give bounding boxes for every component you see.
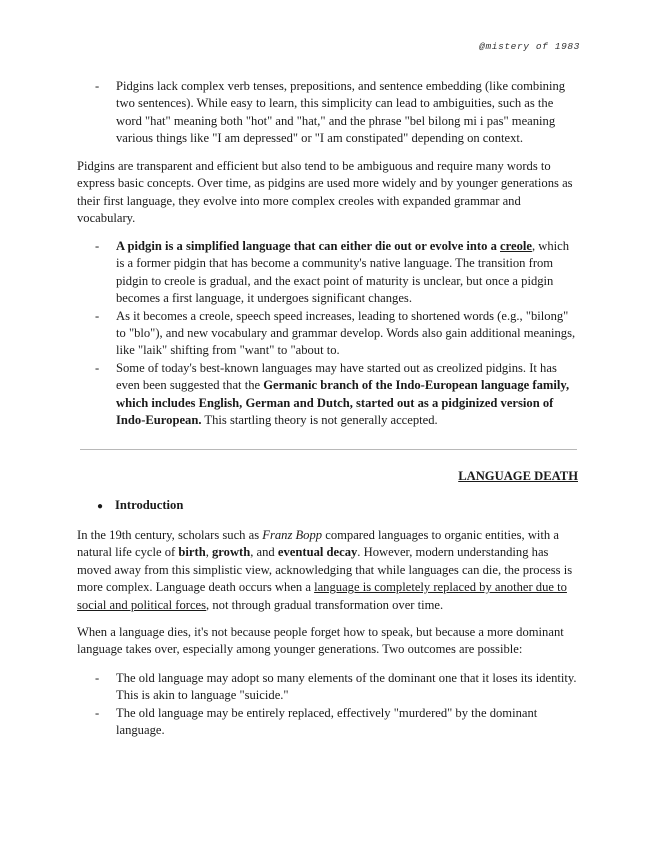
- text: . However, modern understanding has moved away from this simplistic view, acknowledging that while languages can die, the process is more complex. Language death occurs when a: [77, 545, 573, 595]
- paragraph: Pidgins are transparent and efficient but also tend to be ambiguous and require many words to express basic concepts. Over time, as pidgins are used more widely and by younger generations as their first language, they evolve into more complex creoles with expanded grammar and vocabulary.: [77, 159, 573, 226]
- paragraph: [77, 527, 579, 614]
- bold-text: Germanic branch of the Indo-European language family, which includes English, German and Dutch, started out as a pidginized version of Indo-European.: [116, 378, 570, 428]
- paragraph: When a language dies, it's not because people forget how to speak, but because a more dominant language takes over, especially among younger generations. Two outcomes are possible:: [77, 625, 564, 657]
- text: Some of today's best-known languages may have started out as creolized pidgins. It has even been suggested that the: [116, 360, 557, 393]
- bold-text: eventual decay: [277, 545, 358, 560]
- outcomes-list: [77, 670, 579, 740]
- text: , not through gradual transformation over time.: [206, 597, 444, 612]
- introduction-bullet: [97, 497, 183, 515]
- creole-term: creole: [500, 239, 532, 253]
- horizontal-divider: [80, 449, 577, 450]
- section-heading: LANGUAGE DEATH: [458, 469, 578, 483]
- bullet-icon: ●: [97, 501, 104, 512]
- bold-text: A pidgin is a simplified language that can either die out or evolve into a: [116, 239, 501, 253]
- list-item: - Pidgins lack complex verb tenses, prepositions, and sentence embedding (like combining two sentences). While easy to learn, this simplicity can lead to ambiguities, such as the word "hat" meaning both "hot" and "hat," and the phrase "bel bilong mi i pas" meaning various things like "I am depressed" or "I am constipated" depending on context.: [77, 78, 579, 148]
- text: , and: [250, 545, 278, 560]
- text: compared languages to organic entities, with a natural life cycle of: [77, 528, 559, 560]
- list-item: [77, 238, 579, 308]
- list-item: - As it becomes a creole, speech speed increases, leading to shortened words (e.g., "bilong" to "blo"), and new vocabulary and grammar develop. Words also gain additional meanings, like "laik" shifting from "want" to "about to.: [77, 308, 579, 360]
- outcomes-paragraph: [77, 624, 579, 659]
- text: ,: [205, 545, 212, 560]
- author-handle: @mistery of 1983: [479, 41, 580, 52]
- pidgin-limitations-list: [77, 78, 579, 148]
- text: , which is a former pidgin that has become a community's native language. The transition from pidgin to creole is gradual, and the exact point of maturity is unclear, but once a pidgin becomes a first language, it undergoes significant changes.: [116, 239, 570, 306]
- list-item: - The old language may be entirely replaced, effectively "murdered" by the dominant language.: [77, 705, 579, 740]
- pidgin-summary-paragraph: [77, 158, 579, 228]
- italic-text: Franz Bopp: [262, 528, 323, 542]
- bold-text: birth: [178, 545, 206, 560]
- text: This startling theory is not generally accepted.: [201, 413, 438, 428]
- text: In the 19th century, scholars such as: [77, 528, 263, 542]
- creole-list: [77, 238, 579, 429]
- introduction-label: Introduction: [115, 498, 184, 512]
- underlined-text: language is completely replaced by another due to social and political forces: [77, 580, 567, 612]
- bold-text: growth: [212, 545, 251, 560]
- list-item: - The old language may adopt so many elements of the dominant one that it loses its identity. This is akin to language "suicide.": [77, 670, 579, 705]
- language-death-paragraph: [77, 527, 579, 614]
- list-item: [77, 360, 579, 430]
